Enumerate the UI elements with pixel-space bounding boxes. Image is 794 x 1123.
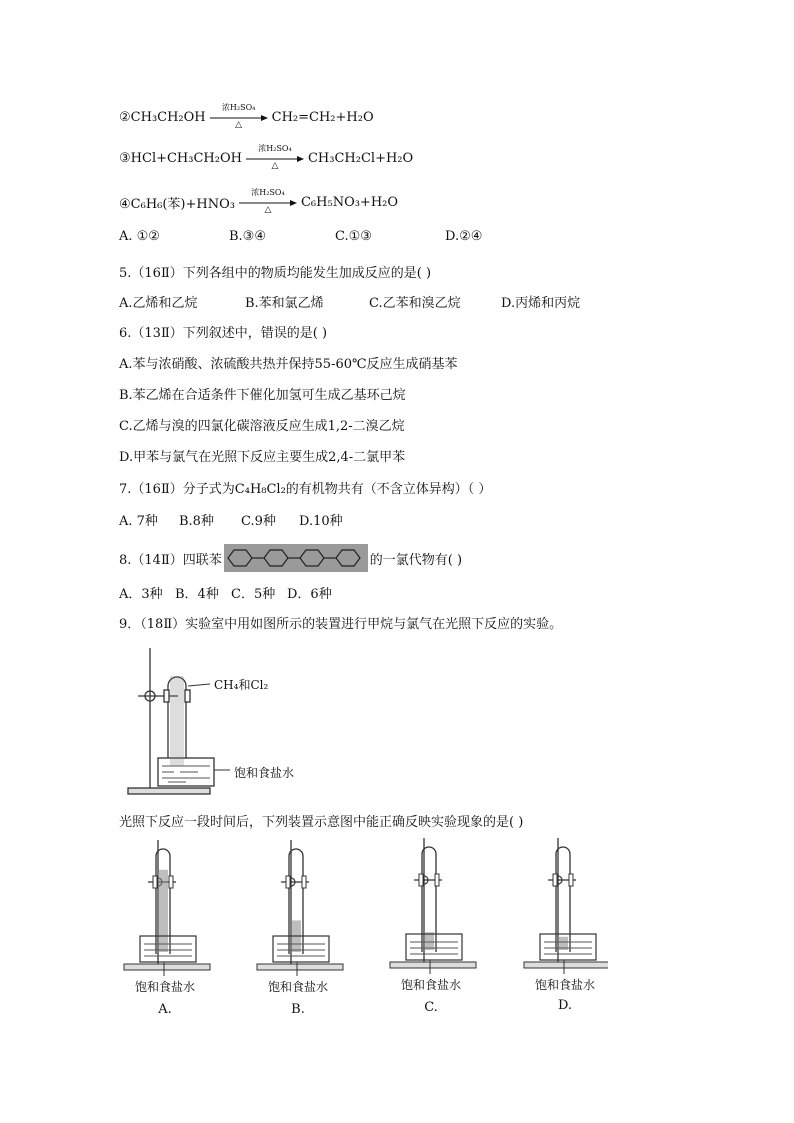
q8-option-a[interactable]: A．3种 xyxy=(119,587,163,602)
gas-label: CH₄和Cl₂ xyxy=(214,678,269,692)
reaction-4-lhs: ④C₆H₆(苯)+HNO₃ xyxy=(119,197,235,212)
choice-a-apparatus xyxy=(124,840,210,976)
q6-option-a[interactable]: A.苯与浓硝酸、浓硫酸共热并保持55-60℃反应生成硝基苯 xyxy=(119,357,458,372)
q8-option-c[interactable]: C．5种 xyxy=(231,587,276,602)
reaction-2-lhs: ②CH₃CH₂OH xyxy=(119,110,206,125)
q5-option-d[interactable]: D.丙烯和丙烷 xyxy=(501,296,581,311)
choice-c-rect xyxy=(390,962,476,968)
reaction-2 xyxy=(119,102,374,130)
q5-option-b[interactable]: B.苯和氯乙烯 xyxy=(245,296,324,311)
q8-stem-pre: 8.（14Ⅱ）四联苯 xyxy=(119,552,222,568)
reaction-2-rhs: CH₂=CH₂+H₂O xyxy=(271,110,374,125)
q5-option-a[interactable]: A.乙烯和乙烷 xyxy=(119,296,198,311)
choice-d-rect xyxy=(553,874,557,886)
choice-c-liquid-label: 饱和食盐水 xyxy=(400,978,461,992)
reaction-condition-top: 浓H₂SO₄ xyxy=(221,102,256,112)
reaction-arrow xyxy=(239,187,297,215)
q6-option-b[interactable]: B.苯乙烯在合适条件下催化加氢可生成乙基环己烷 xyxy=(119,388,406,403)
q6-stem: 6.（13Ⅱ）下列叙述中，错误的是( ) xyxy=(119,326,328,341)
reaction-condition-top: 浓H₂SO₄ xyxy=(251,187,285,197)
choice-a-rect xyxy=(158,870,168,952)
q8-options xyxy=(119,583,332,602)
q7-option-d[interactable]: D.10种 xyxy=(299,514,343,529)
choice-c-label[interactable]: C. xyxy=(424,1000,438,1015)
q4-option-b[interactable]: B.③④ xyxy=(229,229,266,244)
choice-b-liquid-label: 饱和食盐水 xyxy=(267,980,328,994)
q9-choice-figures xyxy=(118,838,608,1020)
reaction-arrow xyxy=(210,102,268,130)
q9-stem: 9．（18Ⅱ）实验室中用如图所示的装置进行甲烷与氯气在光照下反应的实验。 xyxy=(119,617,563,632)
choice-c-rect xyxy=(424,932,434,950)
q4-option-c[interactable]: C.①③ xyxy=(335,229,372,244)
q8-option-b[interactable]: B．4种 xyxy=(175,587,219,602)
choice-b-label[interactable]: B. xyxy=(291,1002,305,1017)
q5-stem: 5.（16Ⅱ）下列各组中的物质均能发生加成反应的是( ) xyxy=(119,266,432,281)
q7-options xyxy=(119,510,343,529)
reaction-3-lhs: ③HCl+CH₃CH₂OH xyxy=(119,151,242,166)
reaction-4 xyxy=(119,187,399,215)
q6-option-d[interactable]: D.甲苯与氯气在光照下反应主要生成2,4-二氯甲苯 xyxy=(119,450,406,465)
reaction-condition-top: 浓H₂SO₄ xyxy=(258,143,292,153)
q7-option-a[interactable]: A. 7种 xyxy=(119,514,158,529)
reaction-3 xyxy=(119,143,414,171)
choice-b-rect xyxy=(286,876,290,888)
choice-a-rect xyxy=(153,876,157,888)
q7-option-b[interactable]: B.8种 xyxy=(179,514,214,529)
choice-a-rect xyxy=(124,964,210,970)
q9-followup: 光照下反应一段时间后，下列装置示意图中能正确反映实验现象的是( ) xyxy=(119,815,524,830)
q4-options xyxy=(119,229,482,244)
choice-a-liquid-label: 饱和食盐水 xyxy=(134,980,195,994)
q9-choices-svg xyxy=(118,838,608,988)
q8-option-d[interactable]: D．6种 xyxy=(287,587,332,602)
q7-stem: 7.（16Ⅱ）分子式为C₄H₈Cl₂的有机物共有（不含立体异构）（ ） xyxy=(119,482,492,497)
reaction-condition-bottom: △ xyxy=(271,160,279,171)
q5-options xyxy=(119,292,580,311)
choice-d-apparatus xyxy=(524,838,608,974)
q6-option-c[interactable]: C.乙烯与溴的四氯化碳溶液反应生成1,2-二溴乙烷 xyxy=(119,419,405,434)
q8-stem-post: 的一氯代物有( ) xyxy=(369,552,463,568)
q4-option-d[interactable]: D.②④ xyxy=(445,229,483,244)
choice-c-rect xyxy=(435,874,439,886)
q5-option-c[interactable]: C.乙苯和溴乙烷 xyxy=(369,296,461,311)
choice-c-apparatus xyxy=(390,838,476,974)
choice-b-rect xyxy=(302,876,306,888)
choice-d-liquid-label: 饱和食盐水 xyxy=(534,978,595,992)
choice-d-rect xyxy=(524,962,608,968)
reaction-arrow xyxy=(246,143,304,171)
reaction-condition-bottom: △ xyxy=(264,204,272,215)
reaction-3-rhs: CH₃CH₂Cl+H₂O xyxy=(307,151,414,166)
reaction-4-rhs: C₆H₅NO₃+H₂O xyxy=(300,195,399,210)
quaterphenyl-structure-icon xyxy=(224,544,368,572)
reaction-condition-bottom: △ xyxy=(235,119,243,130)
choice-d-label[interactable]: D. xyxy=(557,998,573,1013)
choice-c-rect xyxy=(419,874,423,886)
q9-apparatus-figure xyxy=(118,640,318,798)
choice-a-label[interactable]: A. xyxy=(158,1002,172,1017)
q7-option-c[interactable]: C.9种 xyxy=(241,514,276,529)
choice-d-rect xyxy=(569,874,573,886)
liquid-label: 饱和食盐水 xyxy=(234,766,295,780)
choice-a-rect xyxy=(169,876,173,888)
choice-b-rect xyxy=(257,964,343,970)
choice-b-apparatus xyxy=(257,840,343,976)
q8-stem xyxy=(119,544,462,572)
q4-option-a[interactable]: A. ①② xyxy=(119,229,160,244)
